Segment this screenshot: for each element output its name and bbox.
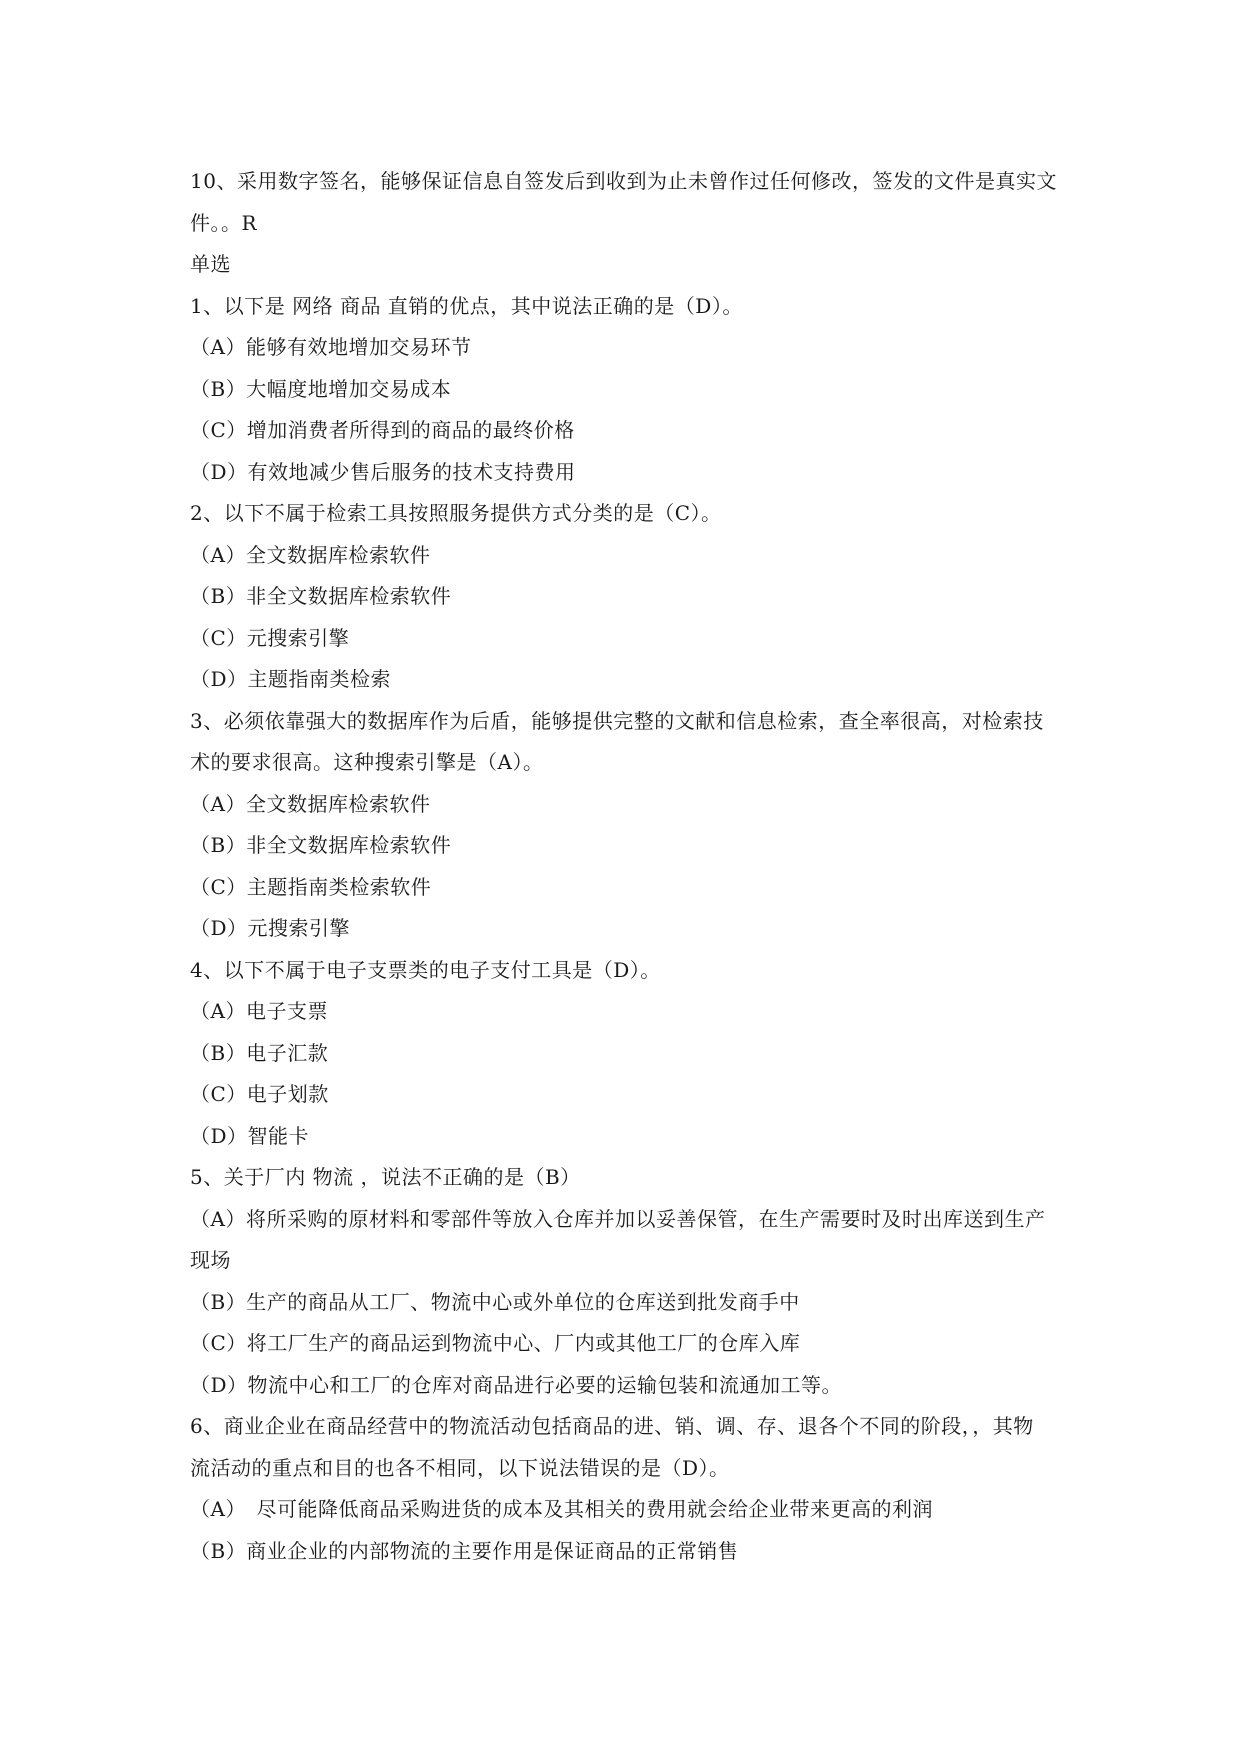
option-line: （C）主题指南类检索软件 — [190, 874, 432, 899]
option-line: （B）电子汇款 — [190, 1040, 329, 1065]
text-line: 件。。R — [190, 210, 258, 235]
option-line: （D）元搜索引擎 — [190, 916, 351, 940]
option-line: （D）主题指南类检索 — [190, 667, 392, 691]
option-line: （A）将所采购的原材料和零部件等放入仓库并加以妥善保管，在生产需要时及时出库送到生产 — [190, 1206, 1046, 1231]
option-line: （B）非全文数据库检索软件 — [190, 833, 452, 857]
option-line: （C）增加消费者所得到的商品的最终价格 — [190, 418, 575, 442]
text-line: 10、采用数字签名，能够保证信息自签发后到收到为止未曾作过任何修改，签发的文件是真实文 — [190, 169, 1057, 193]
question-1: 1、以下是 网络 商品 直销的优点，其中说法正确的是（D）。 — [190, 293, 743, 318]
option-line: （D）物流中心和工厂的仓库对商品进行必要的运输包装和流通加工等。 — [190, 1372, 843, 1397]
option-line: （B）商业企业的内部物流的主要作用是保证商品的正常销售 — [190, 1538, 739, 1563]
option-line: （D）有效地减少售后服务的技术支持费用 — [190, 459, 576, 484]
text-line: 术的要求很高。这种搜索引擎是（A）。 — [190, 750, 544, 774]
option-line: （B）大幅度地增加交易成本 — [190, 376, 452, 401]
question-3: 3、必须依靠强大的数据库作为后盾，能够提供完整的文献和信息检索，查全率很高，对检索技 — [190, 708, 1044, 733]
option-line: （A） 尽可能降低商品采购进货的成本及其相关的费用就会给企业带来更高的利润 — [190, 1497, 933, 1521]
option-line: （A）全文数据库检索软件 — [190, 791, 431, 816]
question-2: 2、以下不属于检索工具按照服务提供方式分类的是（C）。 — [190, 501, 722, 525]
option-line: （C）元搜索引擎 — [190, 625, 350, 650]
text-line: 流活动的重点和目的也各不相同，以下说法错误的是（D）。 — [190, 1455, 730, 1480]
option-line: （D）智能卡 — [190, 1123, 310, 1148]
question-4: 4、以下不属于电子支票类的电子支付工具是（D）。 — [190, 957, 661, 982]
option-line: （A）全文数据库检索软件 — [190, 542, 431, 567]
document-body — [190, 161, 1060, 1572]
question-6: 6、商业企业在商品经营中的物流活动包括商品的进、销、调、存、退各个不同的阶段，，其物 — [190, 1414, 1034, 1438]
option-line: （A）电子支票 — [190, 999, 328, 1023]
option-line: （C）电子划款 — [190, 1082, 329, 1106]
section-heading: 单选 — [190, 252, 231, 276]
option-line: （B）生产的商品从工厂、物流中心或外单位的仓库送到批发商手中 — [190, 1289, 800, 1314]
text-line: 现场 — [190, 1248, 231, 1272]
question-5: 5、关于厂内 物流 ，说法不正确的是（B） — [190, 1165, 581, 1189]
option-line: （B）非全文数据库检索软件 — [190, 584, 452, 608]
option-line: （A）能够有效地增加交易环节 — [190, 335, 472, 359]
option-line: （C）将工厂生产的商品运到物流中心、厂内或其他工厂的仓库入库 — [190, 1331, 801, 1355]
